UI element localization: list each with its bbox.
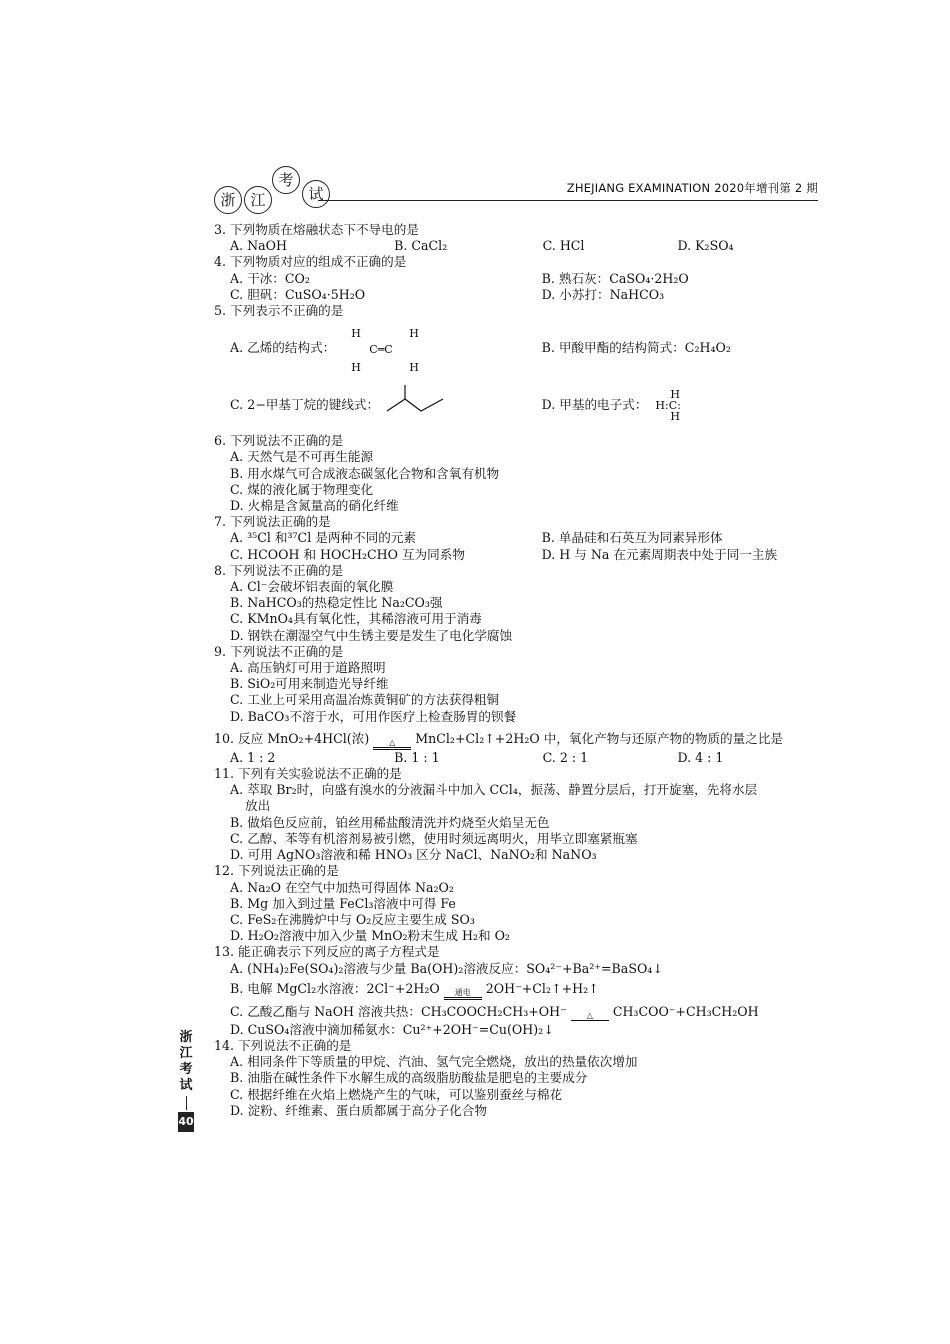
question-stem: 11. 下列有关实验说法不正确的是: [214, 766, 402, 782]
option-d: D. 小苏打：NaHCO₃: [541, 286, 665, 302]
logo-char: 考: [272, 166, 300, 194]
header-divider: [318, 200, 818, 201]
condition-heat: △: [389, 737, 396, 747]
option-d: D. H 与 Na 在元素周期表中处于同一主族: [541, 546, 778, 562]
options-row: [214, 271, 824, 287]
option-b: B. Mg 加入到过量 FeCl₃溶液中可得 Fe: [230, 895, 456, 911]
option-b: B. SiO₂可用来制造光导纤维: [230, 676, 389, 692]
option-b: B. 熟石灰：CaSO₄·2H₂O: [541, 270, 689, 286]
options-row: [214, 750, 824, 766]
atom-h: H: [670, 387, 680, 401]
double-bond-cc: C═C: [369, 343, 393, 357]
option-c: C. 根据纤维在火焰上燃烧产生的气味，可以鉴别蚕丝与棉花: [230, 1086, 563, 1102]
condition-electrolysis: 通电: [454, 987, 471, 997]
stem-part: MnCl₂+Cl₂↑+2H₂O 中，氧化产物与还原产物的物质的量之比是: [415, 730, 784, 746]
question-stem: 5. 下列表示不正确的是: [214, 303, 344, 319]
option-c: C. FeS₂在沸腾炉中与 O₂反应主要生成 SO₃: [230, 911, 475, 927]
option-c-label: C. 2−甲基丁烷的键线式：: [230, 397, 380, 413]
option-c: C. KMnO₄具有氧化性，其稀溶液可用于消毒: [230, 611, 482, 627]
option-d: D. 可用 AgNO₃溶液和稀 HNO₃ 区分 NaCl、NaNO₂和 NaNO₃: [230, 847, 597, 863]
option-b: B. 油脂在碱性条件下水解生成的高级脂肪酸盐是肥皂的主要成分: [230, 1070, 588, 1086]
option-b: B. NaHCO₃的热稳定性比 Na₂CO₃强: [230, 595, 443, 611]
electrolysis-equals-sign: [444, 989, 482, 1000]
option-b: B. CaCl₂: [394, 238, 448, 254]
option-a: A. (NH₄)₂Fe(SO₄)₂溶液与少量 Ba(OH)₂溶液反应：SO₄²⁻+Ba²⁺=BaSO₄↓: [230, 960, 663, 976]
option-c: C. 工业上可采用高温冶炼黄铜矿的方法获得粗铜: [230, 692, 500, 708]
option-c: C. 乙醇、苯等有机溶剂易被引燃，使用时须远离明火，用毕立即塞紧瓶塞: [230, 830, 638, 846]
logo-char: 试: [302, 180, 330, 208]
option-a: A. 高压钠灯可用于道路照明: [230, 660, 386, 676]
option-a: A. 天然气是不可再生能源: [230, 449, 374, 465]
question-stem: 14. 下列说法不正确的是: [214, 1037, 352, 1053]
equation-part: 2OH⁻+Cl₂↑+H₂↑: [485, 980, 599, 996]
option-b: B. 做焰色反应前，铂丝用稀盐酸清洗并灼烧至火焰呈无色: [230, 814, 550, 830]
option-d: D. K₂SO₄: [677, 238, 734, 254]
options-row: [214, 287, 824, 303]
equation-part: C. 乙酸乙酯与 NaOH 溶液共热：CH₃COOCH₂CH₃+OH⁻: [230, 1003, 567, 1019]
condition-heat: △: [586, 1010, 593, 1020]
option-d: D. H₂O₂溶液中加入少量 MnO₂粉末生成 H₂和 O₂: [230, 928, 510, 944]
option-d: D. 火棉是含氮量高的硝化纤维: [230, 498, 399, 514]
option-d: D. BaCO₃不溶于水，可用作医疗上检查肠胃的钡餐: [230, 708, 517, 724]
option-a: A. Na₂O 在空气中加热可得固体 Na₂O₂: [230, 879, 454, 895]
option-a-continued: 放出: [245, 798, 271, 814]
side-label: [178, 1030, 194, 1132]
heat-equals-sign: [373, 739, 411, 750]
option-b: B. 1 : 1: [394, 749, 440, 765]
option-d-label: D. 甲基的电子式：: [541, 397, 648, 413]
option-c: C. HCOOH 和 HOCH₂CHO 互为同系物: [230, 546, 465, 562]
option-d: [542, 389, 824, 422]
question-stem: 8. 下列说法不正确的是: [214, 562, 344, 578]
option-b: B. 单晶硅和石英互为同素异形体: [541, 530, 723, 546]
option-a: A. Cl⁻会破坏铝表面的氧化膜: [230, 579, 394, 595]
option-a: A. 1 : 2: [230, 749, 276, 765]
options-row: [214, 319, 824, 377]
ethylene-structure: [343, 326, 433, 375]
option-c: C. 2 : 1: [542, 749, 589, 765]
skeletal-formula: [385, 385, 449, 425]
page-number: 40: [178, 1112, 194, 1132]
option-b: [214, 981, 824, 1000]
options-row: [214, 530, 824, 546]
journal-issue: ZHEJIANG EXAMINATION 2020年增刊第 2 期: [566, 181, 818, 195]
heat-arrow: [571, 1012, 609, 1022]
option-d: D. CuSO₄溶液中滴加稀氨水：Cu²⁺+2OH⁻=Cu(OH)₂↓: [230, 1021, 554, 1037]
option-a: A. 相同条件下等质量的甲烷、汽油、氢气完全燃烧，放出的热量依次增加: [230, 1054, 638, 1070]
atom-h: H: [351, 361, 361, 375]
question-stem: 3. 下列物质在熔融状态下不导电的是: [214, 222, 419, 237]
option-c: [230, 385, 542, 425]
question-stem: 6. 下列说法不正确的是: [214, 433, 344, 449]
option-c: [214, 1004, 824, 1022]
question-stem: [214, 731, 824, 750]
logo-char: 浙: [214, 186, 242, 214]
side-divider: [186, 1096, 187, 1110]
option-c: C. HCl: [542, 238, 585, 254]
logo-char: 江: [244, 186, 272, 214]
equation-part: CH₃COO⁻+CH₃CH₂OH: [612, 1003, 759, 1019]
option-d: D. 4 : 1: [677, 749, 724, 765]
question-list: [214, 222, 824, 1119]
side-journal-name: 浙江考试: [179, 1030, 193, 1093]
option-a: A. NaOH: [230, 238, 287, 254]
question-stem: 4. 下列物质对应的组成不正确的是: [214, 254, 407, 270]
atom-h: H: [409, 361, 419, 375]
option-b: B. 甲酸甲酯的结构简式：C₂H₄O₂: [541, 340, 731, 356]
option-a: A. ³⁵Cl 和³⁷Cl 是两种不同的元素: [230, 530, 416, 546]
option-c: C. 煤的液化属于物理变化: [230, 481, 374, 497]
option-a: [230, 326, 542, 375]
methyl-electron-formula: [655, 389, 680, 422]
option-a: A. 干冰：CO₂: [230, 270, 310, 286]
equation-part: B. 电解 MgCl₂水溶液：2Cl⁻+2H₂O: [230, 980, 440, 996]
option-b: B. 用水煤气可合成液态碳氢化合物和含氧有机物: [230, 465, 500, 481]
question-stem: 12. 下列说法正确的是: [214, 863, 339, 879]
option-a-label: A. 乙烯的结构式：: [230, 340, 336, 356]
journal-logo: [214, 160, 334, 216]
atom-h: H: [351, 327, 361, 341]
question-stem: 9. 下列说法不正确的是: [214, 643, 344, 659]
options-row: [214, 238, 824, 254]
question-stem: 13. 能正确表示下列反应的离子方程式是: [214, 944, 440, 960]
option-d: D. 钢铁在潮湿空气中生锈主要是发生了电化学腐蚀: [230, 627, 513, 643]
methyl-center: H:C:: [655, 398, 681, 412]
options-row: [214, 547, 824, 563]
options-row: [214, 377, 824, 433]
option-d: D. 淀粉、纤维素、蛋白质都属于高分子化合物: [230, 1102, 487, 1118]
stem-part: 10. 反应 MnO₂+4HCl(浓): [214, 730, 370, 746]
atom-h: H: [409, 327, 419, 341]
question-stem: 7. 下列说法正确的是: [214, 514, 331, 530]
atom-h: H: [670, 409, 680, 423]
option-c: C. 胆矾：CuSO₄·5H₂O: [230, 286, 366, 302]
option-a: A. 萃取 Br₂时，向盛有溴水的分液漏斗中加入 CCl₄，振荡、静置分层后，打开旋塞，先将水层: [230, 782, 758, 798]
